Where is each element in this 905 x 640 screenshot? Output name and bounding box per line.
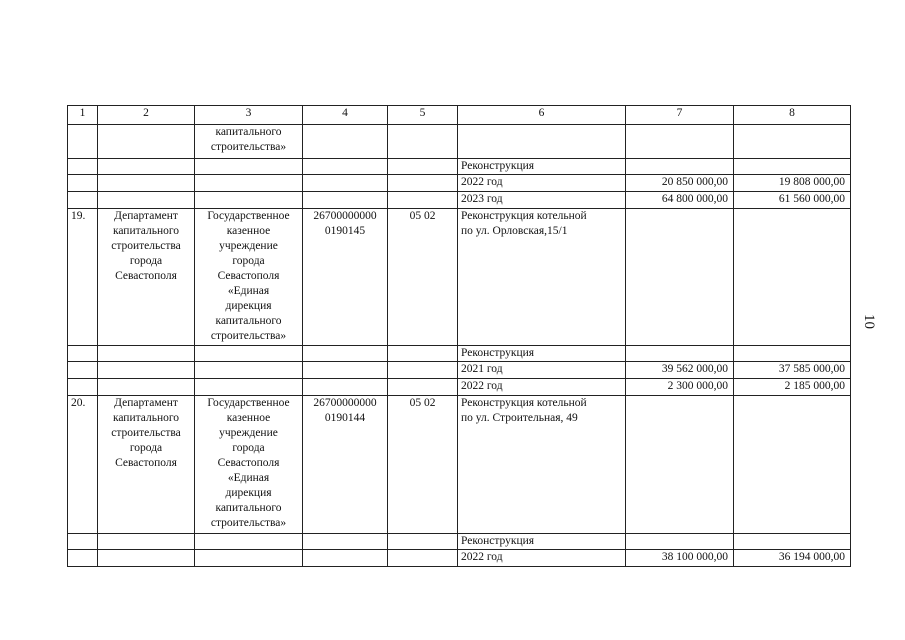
year-label: 2022 год xyxy=(458,550,626,567)
amount-col8: 37 585 000,00 xyxy=(734,362,851,379)
empty-cell xyxy=(195,550,303,567)
empty-cell xyxy=(734,209,851,346)
empty-cell xyxy=(626,159,734,175)
institution-cell: Государственное казенное учреждение города Севастополя «Единая дирекция капитального строительства» xyxy=(195,209,303,346)
empty-cell xyxy=(458,125,626,159)
empty-cell xyxy=(195,346,303,362)
empty-cell xyxy=(388,192,458,209)
year-row xyxy=(68,192,851,209)
empty-cell xyxy=(626,534,734,550)
empty-cell xyxy=(734,534,851,550)
amount-col8: 2 185 000,00 xyxy=(734,379,851,396)
empty-cell xyxy=(303,534,388,550)
empty-cell xyxy=(734,125,851,159)
empty-cell xyxy=(388,534,458,550)
empty-cell xyxy=(68,192,98,209)
column-header: 5 xyxy=(388,106,458,125)
empty-cell xyxy=(68,362,98,379)
empty-cell xyxy=(388,379,458,396)
empty-cell xyxy=(98,125,195,159)
continuation-row xyxy=(68,125,851,159)
empty-cell xyxy=(626,209,734,346)
empty-cell xyxy=(195,175,303,192)
empty-cell xyxy=(303,159,388,175)
empty-cell xyxy=(68,379,98,396)
empty-cell xyxy=(303,362,388,379)
year-row xyxy=(68,175,851,192)
empty-cell xyxy=(68,159,98,175)
empty-cell xyxy=(734,396,851,534)
empty-cell xyxy=(98,192,195,209)
empty-cell xyxy=(626,396,734,534)
object-cell: Реконструкция котельной по ул. Орловская,15/1 xyxy=(458,209,626,346)
section-label-row xyxy=(68,159,851,175)
empty-cell xyxy=(388,159,458,175)
year-label: 2022 год xyxy=(458,379,626,396)
empty-cell xyxy=(98,379,195,396)
section-cell: 05 02 xyxy=(388,396,458,534)
year-row xyxy=(68,362,851,379)
section-label-row xyxy=(68,534,851,550)
empty-cell xyxy=(734,346,851,362)
entry-row xyxy=(68,396,851,534)
department-cell: Департамент капитального строительства города Севастополя xyxy=(98,396,195,534)
amount-col7: 39 562 000,00 xyxy=(626,362,734,379)
amount-col7: 20 850 000,00 xyxy=(626,175,734,192)
empty-cell xyxy=(388,125,458,159)
entry-row xyxy=(68,209,851,346)
entry-number: 19. xyxy=(68,209,98,346)
empty-cell xyxy=(388,550,458,567)
page-number: 10 xyxy=(861,314,877,329)
header-row xyxy=(68,106,851,125)
entry-number: 20. xyxy=(68,396,98,534)
empty-cell xyxy=(98,346,195,362)
column-header: 2 xyxy=(98,106,195,125)
section-cell: 05 02 xyxy=(388,209,458,346)
object-cell: Реконструкция котельной по ул. Строительная, 49 xyxy=(458,396,626,534)
section-label: Реконструкция xyxy=(458,159,626,175)
section-label: Реконструкция xyxy=(458,346,626,362)
section-label: Реконструкция xyxy=(458,534,626,550)
empty-cell xyxy=(98,362,195,379)
budget-table xyxy=(67,105,851,567)
column-header: 1 xyxy=(68,106,98,125)
empty-cell xyxy=(98,159,195,175)
department-cell: Департамент капитального строительства города Севастополя xyxy=(98,209,195,346)
column-header: 6 xyxy=(458,106,626,125)
empty-cell xyxy=(98,534,195,550)
institution-cell: капитального строительства» xyxy=(195,125,303,159)
empty-cell xyxy=(303,379,388,396)
year-label: 2021 год xyxy=(458,362,626,379)
empty-cell xyxy=(68,175,98,192)
amount-col8: 19 808 000,00 xyxy=(734,175,851,192)
empty-cell xyxy=(195,159,303,175)
empty-cell xyxy=(303,175,388,192)
column-header: 7 xyxy=(626,106,734,125)
empty-cell xyxy=(626,346,734,362)
institution-cell: Государственное казенное учреждение города Севастополя «Единая дирекция капитального строительства» xyxy=(195,396,303,534)
column-header: 4 xyxy=(303,106,388,125)
empty-cell xyxy=(195,362,303,379)
empty-cell xyxy=(68,550,98,567)
section-label-row xyxy=(68,346,851,362)
empty-cell xyxy=(626,125,734,159)
empty-cell xyxy=(195,192,303,209)
empty-cell xyxy=(195,534,303,550)
empty-cell xyxy=(68,125,98,159)
amount-col7: 64 800 000,00 xyxy=(626,192,734,209)
column-header: 8 xyxy=(734,106,851,125)
empty-cell xyxy=(98,550,195,567)
empty-cell xyxy=(388,362,458,379)
amount-col8: 36 194 000,00 xyxy=(734,550,851,567)
year-label: 2022 год xyxy=(458,175,626,192)
empty-cell xyxy=(388,346,458,362)
empty-cell xyxy=(68,346,98,362)
empty-cell xyxy=(388,175,458,192)
empty-cell xyxy=(303,550,388,567)
amount-col7: 2 300 000,00 xyxy=(626,379,734,396)
empty-cell xyxy=(303,346,388,362)
amount-col8: 61 560 000,00 xyxy=(734,192,851,209)
empty-cell xyxy=(303,125,388,159)
empty-cell xyxy=(68,534,98,550)
empty-cell xyxy=(734,159,851,175)
empty-cell xyxy=(303,192,388,209)
year-row xyxy=(68,550,851,567)
code-cell: 26700000000 0190144 xyxy=(303,396,388,534)
amount-col7: 38 100 000,00 xyxy=(626,550,734,567)
year-row xyxy=(68,379,851,396)
column-header: 3 xyxy=(195,106,303,125)
year-label: 2023 год xyxy=(458,192,626,209)
empty-cell xyxy=(98,175,195,192)
empty-cell xyxy=(195,379,303,396)
code-cell: 26700000000 0190145 xyxy=(303,209,388,346)
